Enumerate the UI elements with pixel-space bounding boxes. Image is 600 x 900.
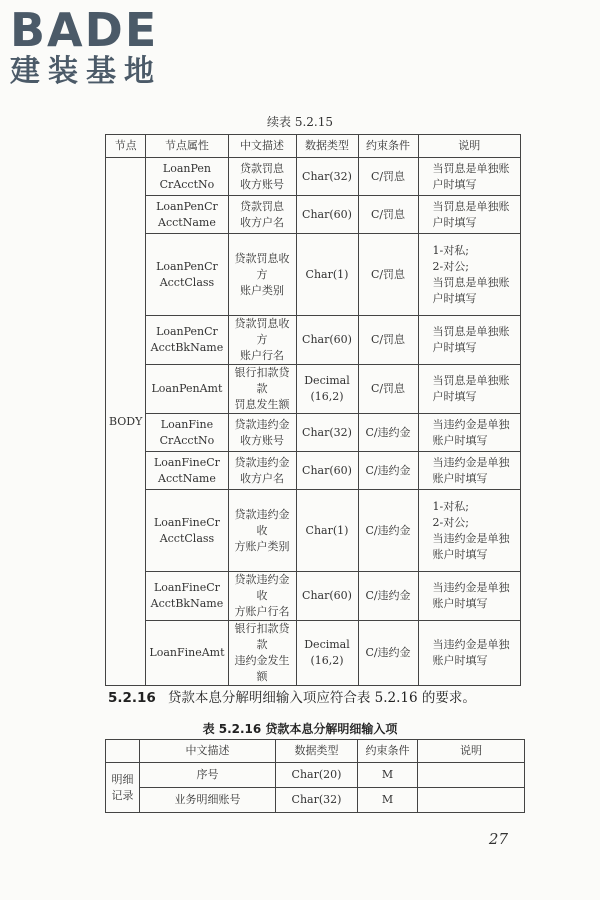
type-cell: Char(1) — [296, 234, 358, 316]
desc-cell — [418, 763, 525, 788]
attr-cell: LoanFineCr AcctBkName — [146, 572, 228, 621]
section-heading — [108, 686, 578, 706]
table1-header: 节点属性 — [146, 135, 228, 158]
type-cell: Decimal (16,2) — [296, 621, 358, 686]
table1-header: 约束条件 — [358, 135, 418, 158]
constraint-cell: C/违约金 — [358, 452, 418, 490]
cn-desc-cell: 银行扣款贷款 罚息发生额 — [228, 365, 296, 414]
constraint-cell: M — [358, 788, 418, 813]
table1-header: 数据类型 — [296, 135, 358, 158]
logo-subtitle: 建装基地 — [10, 54, 162, 89]
table2-header: 中文描述 — [140, 740, 276, 763]
table1-row — [106, 196, 521, 234]
attr-cell: LoanPenCr AcctBkName — [146, 316, 228, 365]
desc-cell: 当违约金是单独 账户时填写 — [418, 414, 521, 452]
table1-row — [106, 414, 521, 452]
cn-desc-cell: 贷款罚息 收方账号 — [228, 158, 296, 196]
table1-row — [106, 621, 521, 686]
cn-desc-cell: 贷款违约金 收方账号 — [228, 414, 296, 452]
constraint-cell: C/违约金 — [358, 572, 418, 621]
attr-cell: LoanFine CrAcctNo — [146, 414, 228, 452]
table1-header: 说明 — [418, 135, 521, 158]
type-cell: Char(20) — [276, 763, 358, 788]
table2-row — [106, 788, 525, 813]
constraint-cell: C/违约金 — [358, 621, 418, 686]
table1-header-row — [106, 135, 521, 158]
desc-cell: 当罚息是单独账 户时填写 — [418, 365, 521, 414]
cn-desc-cell: 贷款罚息收方 账户行名 — [228, 316, 296, 365]
cn-desc-cell: 贷款罚息 收方户名 — [228, 196, 296, 234]
attr-cell: LoanFineAmt — [146, 621, 228, 686]
constraint-cell: C/罚息 — [358, 234, 418, 316]
table1-row — [106, 316, 521, 365]
group-cell: 明细 记录 — [106, 763, 140, 813]
constraint-cell: C/罚息 — [358, 365, 418, 414]
table1-header: 节点 — [106, 135, 146, 158]
constraint-cell: M — [358, 763, 418, 788]
table2-header: 数据类型 — [276, 740, 358, 763]
desc-cell — [418, 788, 525, 813]
desc-cell: 1-对私; 2-对公; 当违约金是单独 账户时填写 — [418, 490, 521, 572]
type-cell: Char(60) — [296, 196, 358, 234]
table1-row — [106, 158, 521, 196]
table1-row — [106, 452, 521, 490]
cn-desc-cell: 贷款违约金收 方账户类别 — [228, 490, 296, 572]
type-cell: Decimal (16,2) — [296, 365, 358, 414]
logo — [10, 3, 162, 90]
table1-row — [106, 234, 521, 316]
type-cell: Char(60) — [296, 572, 358, 621]
attr-cell: LoanPenAmt — [146, 365, 228, 414]
attr-cell: LoanFineCr AcctName — [146, 452, 228, 490]
cn-desc-cell: 序号 — [140, 763, 276, 788]
table2-row — [106, 763, 525, 788]
table2-caption: 表 5.2.16 贷款本息分解明细输入项 — [202, 722, 398, 736]
constraint-cell: C/罚息 — [358, 316, 418, 365]
type-cell: Char(32) — [296, 158, 358, 196]
desc-cell: 当罚息是单独账 户时填写 — [418, 158, 521, 196]
table1-row — [106, 365, 521, 414]
cn-desc-cell: 银行扣款贷款 违约金发生额 — [228, 621, 296, 686]
desc-cell: 当违约金是单独 账户时填写 — [418, 621, 521, 686]
desc-cell: 当罚息是单独账 户时填写 — [418, 196, 521, 234]
constraint-cell: C/罚息 — [358, 158, 418, 196]
desc-cell: 当违约金是单独 账户时填写 — [418, 452, 521, 490]
type-cell: Char(32) — [276, 788, 358, 813]
table1-row — [106, 490, 521, 572]
desc-cell: 当罚息是单独账 户时填写 — [418, 316, 521, 365]
attr-cell: LoanPen CrAcctNo — [146, 158, 228, 196]
constraint-cell: C/罚息 — [358, 196, 418, 234]
cn-desc-cell: 贷款违约金收 方账户行名 — [228, 572, 296, 621]
table1-caption: 续表 5.2.15 — [267, 115, 333, 129]
table2-header-row — [106, 740, 525, 763]
table2-header — [106, 740, 140, 763]
constraint-cell: C/违约金 — [358, 414, 418, 452]
desc-cell: 当违约金是单独 账户时填写 — [418, 572, 521, 621]
desc-cell: 1-对私; 2-对公; 当罚息是单独账 户时填写 — [418, 234, 521, 316]
page-number: 27 — [488, 830, 508, 848]
type-cell: Char(60) — [296, 316, 358, 365]
cn-desc-cell: 业务明细账号 — [140, 788, 276, 813]
constraint-cell: C/违约金 — [358, 490, 418, 572]
attr-cell: LoanFineCr AcctClass — [146, 490, 228, 572]
table2-header: 说明 — [418, 740, 525, 763]
table2 — [105, 739, 525, 813]
cn-desc-cell: 贷款违约金 收方户名 — [228, 452, 296, 490]
type-cell: Char(1) — [296, 490, 358, 572]
attr-cell: LoanPenCr AcctName — [146, 196, 228, 234]
section-text: 贷款本息分解明细输入项应符合表 5.2.16 的要求。 — [167, 690, 476, 706]
table1-row — [106, 572, 521, 621]
type-cell: Char(32) — [296, 414, 358, 452]
table2-header: 约束条件 — [358, 740, 418, 763]
cn-desc-cell: 贷款罚息收方 账户类别 — [228, 234, 296, 316]
logo-brand: BADE — [10, 3, 159, 57]
table1 — [105, 134, 521, 686]
attr-cell: LoanPenCr AcctClass — [146, 234, 228, 316]
type-cell: Char(60) — [296, 452, 358, 490]
node-cell: BODY — [106, 158, 146, 686]
section-number: 5.2.16 — [108, 690, 156, 706]
table1-header: 中文描述 — [228, 135, 296, 158]
